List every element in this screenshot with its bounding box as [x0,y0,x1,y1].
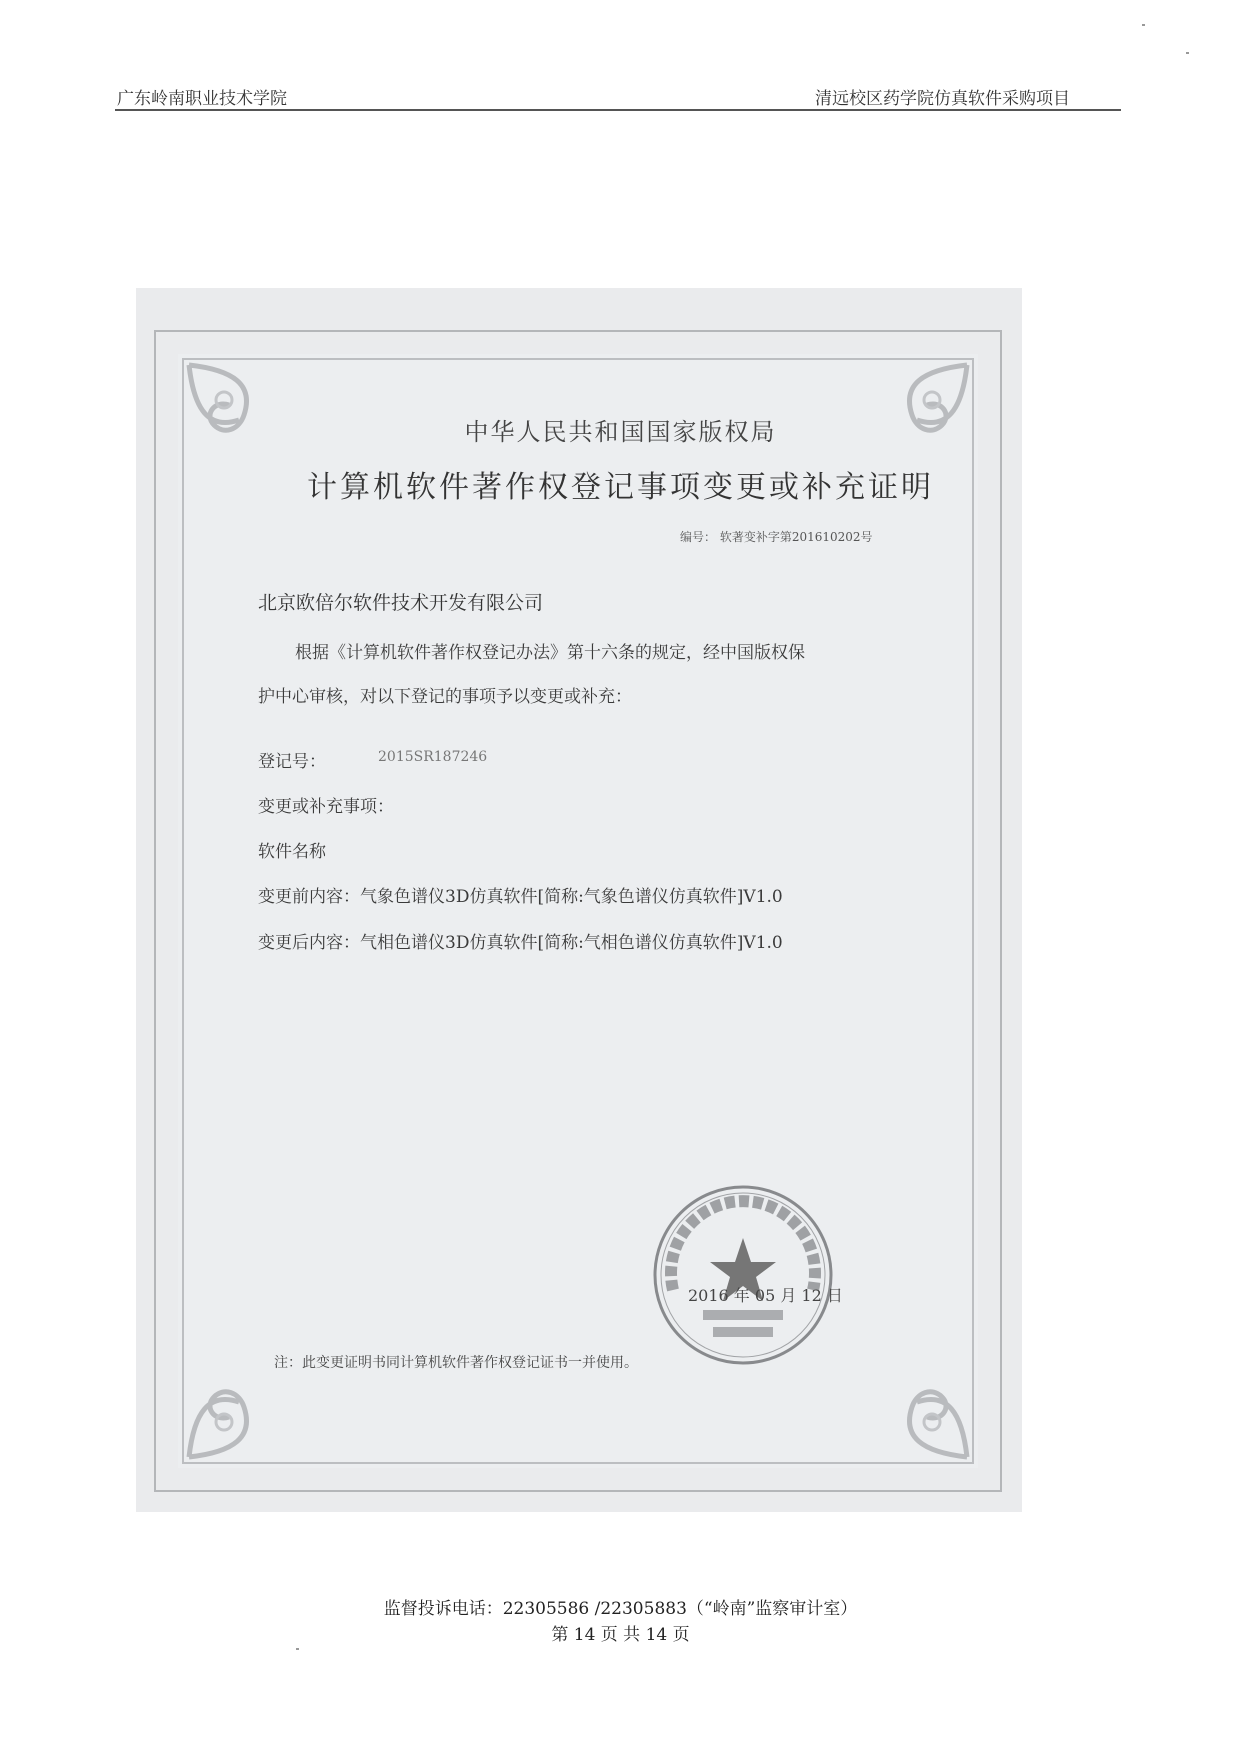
scan-speck [296,1648,299,1650]
scan-speck [1142,24,1145,26]
issue-date: 2016 年 05 月 12 日 [688,1286,843,1305]
certificate-number: 编号： 软著变补字第201610202号 [680,530,873,544]
ornament-bottom-right-icon [852,1342,972,1462]
registration-number-value: 2015SR187246 [378,749,488,765]
change-items-label: 变更或补充事项： [258,797,394,817]
certificate-note: 注：此变更证明书同计算机软件著作权登记证书一并使用。 [274,1355,638,1371]
content-after-change: 变更后内容：气相色谱仪3D仿真软件[简称:气相色谱仪仿真软件]V1.0 [258,933,783,953]
body-paragraph-line-2: 护中心审核，对以下登记的事项予以变更或补充： [258,687,632,707]
registration-number-label: 登记号： [258,752,326,772]
footer-page-number: 第 14 页 共 14 页 [551,1625,690,1645]
official-seal-icon [648,1180,838,1370]
certificate-inner-border [182,358,974,1464]
header-left-title: 广东岭南职业技术学院 [117,89,287,109]
body-paragraph-line-1: 根据《计算机软件著作权登记办法》第十六条的规定，经中国版权保 [295,643,805,663]
certificate-issuer: 中华人民共和国国家版权局 [464,418,777,446]
certificate-title: 计算机软件著作权登记事项变更或补充证明 [307,470,934,505]
content-before-change: 变更前内容：气象色谱仪3D仿真软件[简称:气象色谱仪仿真软件]V1.0 [258,887,783,907]
header-right-title: 清远校区药学院仿真软件采购项目 [815,89,1070,109]
footer-hotline: 监督投诉电话：22305586 /22305883（“岭南”监察审计室） [383,1599,858,1619]
header-divider [115,109,1121,111]
scan-speck [1186,52,1189,54]
company-name: 北京欧倍尔软件技术开发有限公司 [258,592,544,614]
software-name-label: 软件名称 [258,842,326,862]
